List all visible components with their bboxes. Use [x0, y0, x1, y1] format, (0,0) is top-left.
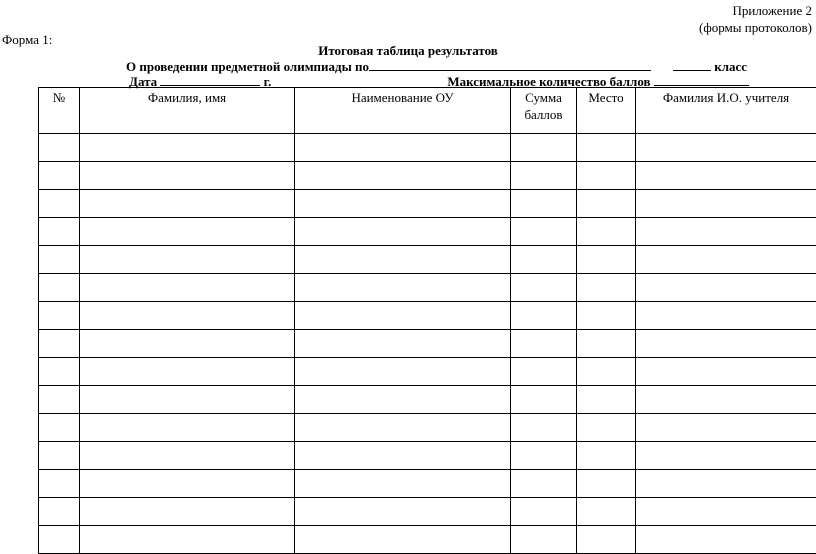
cell-name[interactable]	[80, 162, 295, 190]
cell-score[interactable]	[511, 246, 577, 274]
cell-number[interactable]	[39, 330, 80, 358]
cell-score[interactable]	[511, 442, 577, 470]
cell-school[interactable]	[295, 302, 511, 330]
appendix-title: Приложение 2	[699, 2, 812, 19]
table-row	[39, 358, 816, 386]
date-label: Дата	[129, 74, 157, 89]
cell-school[interactable]	[295, 358, 511, 386]
table-row	[39, 218, 816, 246]
grade-blank[interactable]	[673, 58, 711, 71]
cell-school[interactable]	[295, 470, 511, 498]
cell-score[interactable]	[511, 274, 577, 302]
column-header-school: Наименование ОУ	[295, 88, 511, 134]
cell-number[interactable]	[39, 470, 80, 498]
table-row	[39, 470, 816, 498]
cell-place[interactable]	[577, 470, 636, 498]
max-points-blank[interactable]	[654, 73, 749, 86]
cell-score[interactable]	[511, 470, 577, 498]
column-header-teacher: Фамилия И.О. учителя	[636, 88, 816, 134]
column-header-place: Место	[577, 88, 636, 134]
cell-teacher[interactable]	[636, 162, 816, 190]
cell-number[interactable]	[39, 162, 80, 190]
cell-teacher[interactable]	[636, 414, 816, 442]
cell-number[interactable]	[39, 302, 80, 330]
cell-teacher[interactable]	[636, 274, 816, 302]
cell-name[interactable]	[80, 190, 295, 218]
cell-place[interactable]	[577, 246, 636, 274]
cell-number[interactable]	[39, 414, 80, 442]
cell-score[interactable]	[511, 498, 577, 526]
table-row	[39, 134, 816, 162]
table-row	[39, 330, 816, 358]
cell-place[interactable]	[577, 526, 636, 554]
cell-place[interactable]	[577, 218, 636, 246]
olympiad-prefix: О проведении предметной олимпиады по	[126, 59, 369, 74]
cell-place[interactable]	[577, 134, 636, 162]
cell-school[interactable]	[295, 386, 511, 414]
cell-name[interactable]	[80, 358, 295, 386]
cell-school[interactable]	[295, 330, 511, 358]
cell-school[interactable]	[295, 218, 511, 246]
cell-teacher[interactable]	[636, 470, 816, 498]
cell-score[interactable]	[511, 134, 577, 162]
max-points-label: Максимальное количество баллов	[447, 74, 650, 89]
cell-school[interactable]	[295, 134, 511, 162]
cell-score[interactable]	[511, 190, 577, 218]
table-row	[39, 190, 816, 218]
cell-name[interactable]	[80, 526, 295, 554]
cell-number[interactable]	[39, 386, 80, 414]
cell-school[interactable]	[295, 498, 511, 526]
cell-teacher[interactable]	[636, 134, 816, 162]
table-row	[39, 274, 816, 302]
cell-number[interactable]	[39, 498, 80, 526]
score-header-line2: баллов	[524, 107, 562, 122]
cell-teacher[interactable]	[636, 526, 816, 554]
cell-name[interactable]	[80, 330, 295, 358]
cell-score[interactable]	[511, 526, 577, 554]
cell-name[interactable]	[80, 274, 295, 302]
year-suffix: г.	[264, 74, 272, 89]
column-header-number: №	[39, 88, 80, 134]
appendix-subtitle: (формы протоколов)	[699, 19, 812, 36]
cell-teacher[interactable]	[636, 218, 816, 246]
table-row	[39, 162, 816, 190]
grade-label: класс	[714, 59, 747, 74]
cell-place[interactable]	[577, 358, 636, 386]
cell-school[interactable]	[295, 274, 511, 302]
cell-number[interactable]	[39, 218, 80, 246]
column-header-score	[511, 88, 577, 134]
table-row	[39, 302, 816, 330]
olympiad-subject-line	[126, 58, 747, 74]
cell-place[interactable]	[577, 274, 636, 302]
cell-place[interactable]	[577, 190, 636, 218]
table-row	[39, 498, 816, 526]
cell-name[interactable]	[80, 218, 295, 246]
table-row	[39, 386, 816, 414]
cell-school[interactable]	[295, 190, 511, 218]
cell-name[interactable]	[80, 498, 295, 526]
cell-score[interactable]	[511, 414, 577, 442]
cell-school[interactable]	[295, 162, 511, 190]
appendix-header	[699, 2, 812, 36]
document-title: Итоговая таблица результатов	[0, 43, 816, 59]
cell-teacher[interactable]	[636, 442, 816, 470]
cell-score[interactable]	[511, 218, 577, 246]
cell-number[interactable]	[39, 246, 80, 274]
cell-place[interactable]	[577, 302, 636, 330]
cell-name[interactable]	[80, 414, 295, 442]
cell-school[interactable]	[295, 414, 511, 442]
cell-teacher[interactable]	[636, 358, 816, 386]
cell-teacher[interactable]	[636, 386, 816, 414]
subject-blank[interactable]	[369, 58, 651, 71]
cell-number[interactable]	[39, 526, 80, 554]
form-label: Форма 1:	[2, 32, 52, 48]
cell-name[interactable]	[80, 134, 295, 162]
cell-name[interactable]	[80, 302, 295, 330]
cell-school[interactable]	[295, 246, 511, 274]
cell-school[interactable]	[295, 442, 511, 470]
table-body	[39, 134, 816, 554]
cell-number[interactable]	[39, 190, 80, 218]
cell-score[interactable]	[511, 162, 577, 190]
cell-school[interactable]	[295, 526, 511, 554]
cell-number[interactable]	[39, 358, 80, 386]
results-table	[38, 87, 816, 554]
cell-name[interactable]	[80, 246, 295, 274]
cell-place[interactable]	[577, 330, 636, 358]
cell-place[interactable]	[577, 442, 636, 470]
cell-name[interactable]	[80, 442, 295, 470]
table-row	[39, 246, 816, 274]
table-row	[39, 442, 816, 470]
cell-score[interactable]	[511, 302, 577, 330]
column-header-name: Фамилия, имя	[80, 88, 295, 134]
cell-name[interactable]	[80, 386, 295, 414]
cell-place[interactable]	[577, 498, 636, 526]
cell-number[interactable]	[39, 442, 80, 470]
cell-teacher[interactable]	[636, 246, 816, 274]
date-blank[interactable]	[160, 73, 260, 86]
cell-number[interactable]	[39, 134, 80, 162]
cell-place[interactable]	[577, 162, 636, 190]
cell-number[interactable]	[39, 274, 80, 302]
cell-place[interactable]	[577, 414, 636, 442]
cell-teacher[interactable]	[636, 330, 816, 358]
cell-teacher[interactable]	[636, 302, 816, 330]
cell-name[interactable]	[80, 470, 295, 498]
table-row	[39, 526, 816, 554]
cell-score[interactable]	[511, 358, 577, 386]
cell-score[interactable]	[511, 330, 577, 358]
cell-score[interactable]	[511, 386, 577, 414]
table-row	[39, 414, 816, 442]
score-header-line1: Сумма	[525, 90, 562, 105]
cell-teacher[interactable]	[636, 498, 816, 526]
cell-place[interactable]	[577, 386, 636, 414]
cell-teacher[interactable]	[636, 190, 816, 218]
table-header-row	[39, 88, 816, 134]
